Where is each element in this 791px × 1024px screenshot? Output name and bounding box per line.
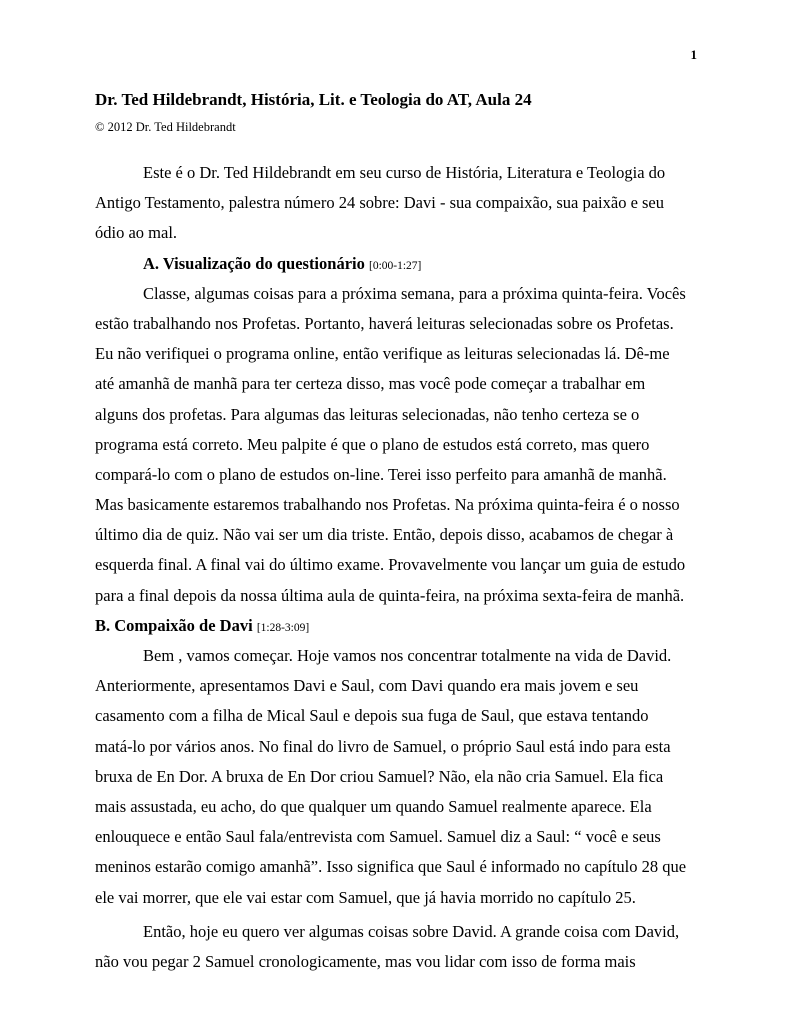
text-line: Mas basicamente estaremos trabalhando nos Profetas. Na próxima quinta-feira é o nosso	[95, 495, 680, 515]
section-b-heading	[95, 611, 715, 641]
text-line: até amanhã de manhã para ter certeza disso, mas você pode começar a trabalhar em	[95, 374, 646, 394]
section-b-paragraph	[95, 641, 715, 913]
text-line: programa está correto. Meu palpite é que o plano de estudos está correto, mas quero	[95, 434, 650, 454]
text-line: meninos estarão comigo amanhã”. Isso significa que Saul é informado no capítulo 28 que	[95, 857, 687, 877]
document-body	[95, 158, 715, 977]
text-line: matá-lo por vários anos. No final do livro de Samuel, o próprio Saul está indo para esta	[95, 736, 671, 756]
text-line: ódio ao mal.	[95, 223, 178, 243]
intro-paragraph	[95, 158, 715, 249]
text-line: casamento com a filha de Mical Saul e depois sua fuga de Saul, que estava tentando	[95, 706, 649, 726]
text-line: mais assustada, eu acho, do que qualquer um quando Samuel realmente aparece. Ela	[95, 796, 652, 816]
text-line: não vou pegar 2 Samuel cronologicamente, mas vou lidar com isso de forma mais	[95, 951, 636, 971]
text-line: compará-lo com o plano de estudos on-line. Terei isso perfeito para amanhã de manhã.	[95, 464, 667, 484]
text-line: estão trabalhando nos Profetas. Portanto, haverá leituras selecionadas sobre os Profetas.	[95, 313, 674, 333]
text-line: para a final depois da nossa última aula de quinta-feira, na próxima sexta-feira de manhã.	[95, 585, 685, 605]
text-line: bruxa de En Dor. A bruxa de En Dor criou Samuel? Não, ela não cria Samuel. Ela fica	[95, 766, 664, 786]
text-line: enlouquece e então Saul fala/entrevista com Samuel. Samuel diz a Saul: “ você e seus	[95, 827, 661, 847]
text-line: alguns dos profetas. Para algumas das leituras selecionadas, não tenho certeza se o	[95, 404, 640, 424]
section-a-paragraph	[95, 279, 715, 611]
text-line: Bem , vamos começar. Hoje vamos nos concentrar totalmente na vida de David.	[143, 646, 672, 665]
text-line: Classe, algumas coisas para a próxima semana, para a próxima quinta-feira. Vocês	[143, 283, 686, 303]
text-line: Então, hoje eu quero ver algumas coisas sobre David. A grande coisa com David,	[143, 921, 680, 941]
text-line: Anteriormente, apresentamos Davi e Saul, com Davi quando era mais jovem e seu	[95, 676, 639, 696]
section-b-timestamp: [1:28-3:09]	[256, 621, 310, 634]
copyright-line: © 2012 Dr. Ted Hildebrandt	[95, 120, 236, 134]
text-line: Antigo Testamento, palestra número 24 sobre: Davi - sua compaixão, sua paixão e seu	[95, 193, 665, 213]
section-a-title: A. Visualização do questionário	[143, 253, 365, 273]
text-line: Eu não verifiquei o programa online, então verifique as leituras selecionadas lá. Dê-me	[95, 344, 670, 364]
closing-paragraph	[95, 917, 715, 977]
document-title: Dr. Ted Hildebrandt, História, Lit. e Teologia do AT, Aula 24	[95, 90, 532, 109]
text-line: Este é o Dr. Ted Hildebrandt em seu curso de História, Literatura e Teologia do	[143, 163, 666, 182]
text-line: ele vai morrer, que ele vai estar com Samuel, que já havia morrido no capítulo 25.	[95, 887, 636, 907]
text-line: esquerda final. A final vai do último exame. Provavelmente vou lançar um guia de estudo	[95, 555, 686, 575]
text-line: último dia de quiz. Não vai ser um dia triste. Então, depois disso, acabamos de chegar à	[95, 525, 674, 545]
page-number: 1	[690, 47, 697, 62]
section-a-heading	[95, 249, 715, 279]
section-a-timestamp: [0:00-1:27]	[368, 259, 422, 272]
section-b-title: B. Compaixão de Davi	[95, 615, 253, 635]
